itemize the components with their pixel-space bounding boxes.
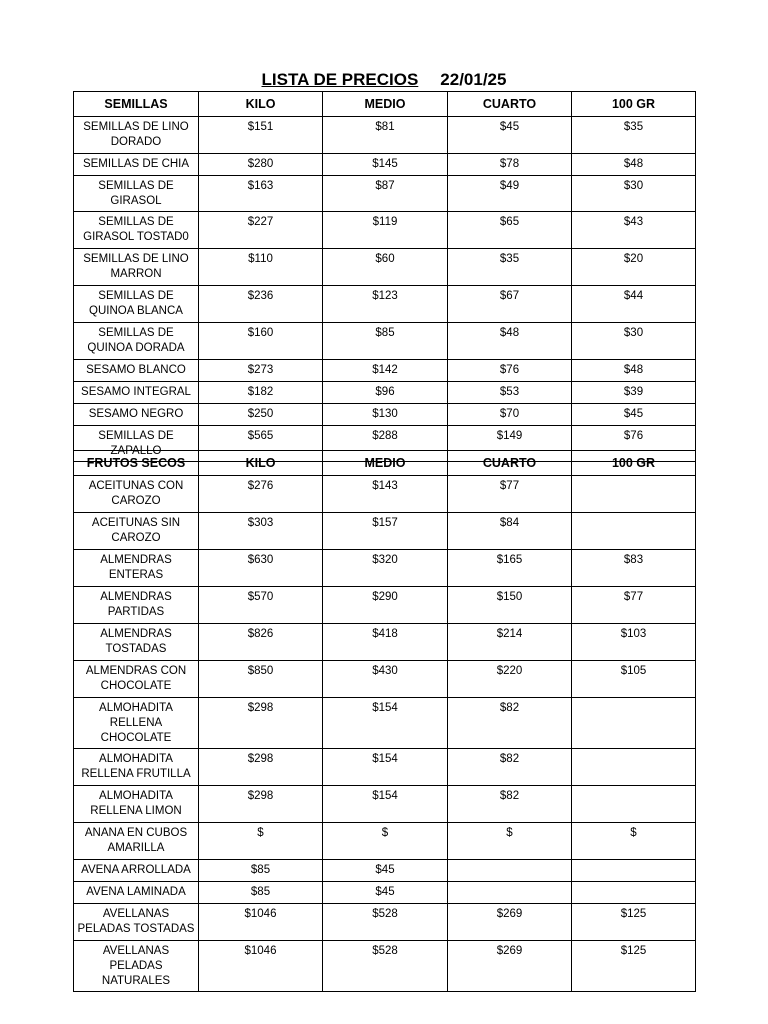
table-row [74, 587, 696, 624]
table-row [74, 749, 696, 786]
price-cell: $20 [572, 249, 696, 286]
price-cell: $826 [199, 624, 323, 661]
price-cell: $269 [448, 941, 572, 992]
price-cell: $81 [323, 117, 448, 154]
price-cell: $528 [323, 904, 448, 941]
table-row [74, 117, 696, 154]
price-cell: $418 [323, 624, 448, 661]
product-name-cell: AVENA LAMINADA [74, 882, 199, 904]
price-cell: $236 [199, 286, 323, 323]
price-cell: $30 [572, 176, 696, 212]
table-row [74, 823, 696, 860]
price-cell: $76 [572, 426, 696, 462]
price-cell: $280 [199, 154, 323, 176]
table-row [74, 382, 696, 404]
price-cell: $163 [199, 176, 323, 212]
price-cell: $165 [448, 550, 572, 587]
price-cell: $85 [199, 882, 323, 904]
price-cell: $150 [448, 587, 572, 624]
price-cell: $290 [323, 587, 448, 624]
price-cell: $250 [199, 404, 323, 426]
price-cell: $30 [572, 323, 696, 360]
price-cell: $35 [572, 117, 696, 154]
table-row [74, 941, 696, 992]
table-row [74, 786, 696, 823]
price-cell: $45 [572, 404, 696, 426]
table-row [74, 624, 696, 661]
table-row [74, 860, 696, 882]
price-cell: $48 [572, 154, 696, 176]
price-cell [572, 860, 696, 882]
price-cell: $39 [572, 382, 696, 404]
price-cell: $298 [199, 749, 323, 786]
price-cell: $45 [323, 860, 448, 882]
title-date: 22/01/25 [440, 70, 507, 89]
table-header-row [74, 92, 696, 117]
product-name-cell: ALMOHADITA RELLENA FRUTILLA [74, 749, 199, 786]
price-cell: $570 [199, 587, 323, 624]
table-row [74, 323, 696, 360]
price-cell [448, 860, 572, 882]
title-label: LISTA DE PRECIOS [261, 70, 419, 89]
price-cell [572, 476, 696, 513]
price-cell: $70 [448, 404, 572, 426]
column-header: MEDIO [323, 92, 448, 117]
price-cell: $528 [323, 941, 448, 992]
table-row [74, 176, 696, 212]
price-cell: $82 [448, 786, 572, 823]
table-row [74, 404, 696, 426]
product-name-cell: SESAMO BLANCO [74, 360, 199, 382]
column-header: SEMILLAS [74, 92, 199, 117]
price-cell: $60 [323, 249, 448, 286]
product-name-cell: ALMENDRAS TOSTADAS [74, 624, 199, 661]
product-name-cell: ALMOHADITA RELLENA CHOCOLATE [74, 698, 199, 749]
price-cell: $53 [448, 382, 572, 404]
price-cell: $1046 [199, 941, 323, 992]
price-cell: $83 [572, 550, 696, 587]
product-name-cell: SEMILLAS DE LINO MARRON [74, 249, 199, 286]
product-name-cell: SEMILLAS DE ZAPALLO [74, 426, 199, 462]
column-header: MEDIO [323, 451, 448, 476]
product-name-cell: ACEITUNAS SIN CAROZO [74, 513, 199, 550]
price-cell: $82 [448, 698, 572, 749]
product-name-cell: ALMENDRAS PARTIDAS [74, 587, 199, 624]
column-header: CUARTO [448, 451, 572, 476]
frutos-secos-table [73, 450, 696, 992]
price-cell: $45 [323, 882, 448, 904]
price-cell: $227 [199, 212, 323, 249]
price-cell: $160 [199, 323, 323, 360]
price-cell: $ [572, 823, 696, 860]
product-name-cell: AVENA ARROLLADA [74, 860, 199, 882]
price-cell: $43 [572, 212, 696, 249]
price-cell: $78 [448, 154, 572, 176]
table-row [74, 212, 696, 249]
price-cell: $154 [323, 698, 448, 749]
price-cell: $76 [448, 360, 572, 382]
price-cell: $105 [572, 661, 696, 698]
price-cell: $320 [323, 550, 448, 587]
price-cell: $298 [199, 786, 323, 823]
price-cell: $44 [572, 286, 696, 323]
price-cell: $298 [199, 698, 323, 749]
price-cell [572, 882, 696, 904]
table-row [74, 698, 696, 749]
product-name-cell: SESAMO NEGRO [74, 404, 199, 426]
price-cell: $84 [448, 513, 572, 550]
page-title [0, 70, 768, 90]
price-cell: $125 [572, 904, 696, 941]
column-header: KILO [199, 92, 323, 117]
price-cell: $565 [199, 426, 323, 462]
price-cell: $65 [448, 212, 572, 249]
price-cell: $273 [199, 360, 323, 382]
price-cell: $85 [199, 860, 323, 882]
product-name-cell: SEMILLAS DE QUINOA BLANCA [74, 286, 199, 323]
price-cell: $142 [323, 360, 448, 382]
price-cell: $1046 [199, 904, 323, 941]
price-cell: $119 [323, 212, 448, 249]
price-cell: $149 [448, 426, 572, 462]
price-cell [572, 698, 696, 749]
product-name-cell: SEMILLAS DE QUINOA DORADA [74, 323, 199, 360]
table-header-row [74, 451, 696, 476]
price-cell: $45 [448, 117, 572, 154]
price-cell: $850 [199, 661, 323, 698]
product-name-cell: SEMILLAS DE CHIA [74, 154, 199, 176]
column-header: 100 GR [572, 451, 696, 476]
price-cell: $77 [448, 476, 572, 513]
price-cell: $182 [199, 382, 323, 404]
table-row [74, 249, 696, 286]
product-name-cell: ANANA EN CUBOS AMARILLA [74, 823, 199, 860]
price-cell: $49 [448, 176, 572, 212]
price-cell: $145 [323, 154, 448, 176]
table-row [74, 286, 696, 323]
semillas-table [73, 91, 696, 462]
product-name-cell: ALMENDRAS ENTERAS [74, 550, 199, 587]
price-cell: $110 [199, 249, 323, 286]
price-cell: $67 [448, 286, 572, 323]
price-cell: $130 [323, 404, 448, 426]
price-cell: $85 [323, 323, 448, 360]
product-name-cell: SEMILLAS DE LINO DORADO [74, 117, 199, 154]
column-header: KILO [199, 451, 323, 476]
product-name-cell: AVELLANAS PELADAS NATURALES [74, 941, 199, 992]
price-cell: $ [448, 823, 572, 860]
price-cell: $630 [199, 550, 323, 587]
product-name-cell: SESAMO INTEGRAL [74, 382, 199, 404]
table-row [74, 550, 696, 587]
product-name-cell: SEMILLAS DE GIRASOL [74, 176, 199, 212]
product-name-cell: ALMENDRAS CON CHOCOLATE [74, 661, 199, 698]
price-cell: $35 [448, 249, 572, 286]
price-cell: $220 [448, 661, 572, 698]
product-name-cell: SEMILLAS DE GIRASOL TOSTAD0 [74, 212, 199, 249]
price-cell: $143 [323, 476, 448, 513]
table-row [74, 360, 696, 382]
product-name-cell: ACEITUNAS CON CAROZO [74, 476, 199, 513]
table-row [74, 904, 696, 941]
price-cell: $154 [323, 786, 448, 823]
price-cell: $276 [199, 476, 323, 513]
price-cell: $48 [448, 323, 572, 360]
table-row [74, 882, 696, 904]
price-cell [572, 786, 696, 823]
price-cell: $157 [323, 513, 448, 550]
price-cell: $48 [572, 360, 696, 382]
table-row [74, 513, 696, 550]
column-header: 100 GR [572, 92, 696, 117]
price-cell: $430 [323, 661, 448, 698]
price-cell: $87 [323, 176, 448, 212]
price-cell: $269 [448, 904, 572, 941]
price-cell: $303 [199, 513, 323, 550]
price-cell: $214 [448, 624, 572, 661]
product-name-cell: AVELLANAS PELADAS TOSTADAS [74, 904, 199, 941]
price-cell: $151 [199, 117, 323, 154]
price-cell: $ [323, 823, 448, 860]
column-header: CUARTO [448, 92, 572, 117]
product-name-cell: ALMOHADITA RELLENA LIMON [74, 786, 199, 823]
price-cell: $288 [323, 426, 448, 462]
price-cell: $125 [572, 941, 696, 992]
price-cell: $ [199, 823, 323, 860]
table-row [74, 476, 696, 513]
column-header: FRUTOS SECOS [74, 451, 199, 476]
table-row [74, 154, 696, 176]
price-cell: $82 [448, 749, 572, 786]
price-cell: $123 [323, 286, 448, 323]
price-cell: $77 [572, 587, 696, 624]
table-row [74, 661, 696, 698]
price-cell [448, 882, 572, 904]
price-cell [572, 513, 696, 550]
price-cell: $154 [323, 749, 448, 786]
price-cell: $103 [572, 624, 696, 661]
price-cell: $96 [323, 382, 448, 404]
price-cell [572, 749, 696, 786]
